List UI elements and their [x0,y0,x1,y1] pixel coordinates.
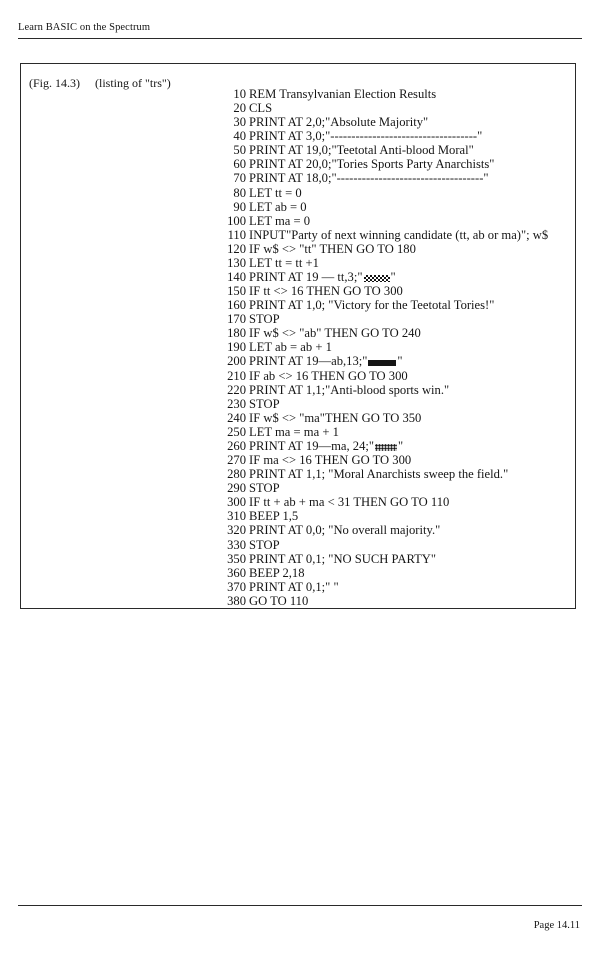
running-header: Learn BASIC on the Spectrum [18,22,151,33]
listing-line [219,200,548,214]
line-code: PRINT AT 19,0;"Teetotal Anti-blood Moral" [249,143,474,158]
line-code: LET tt = tt +1 [249,255,319,270]
listing-line [219,186,548,200]
listing-line [219,326,548,340]
line-code: BEEP 2,18 [249,565,305,580]
page-number: Page 14.11 [533,920,580,931]
line-code: LET ab = 0 [249,199,307,214]
line-code: IF ab <> 16 THEN GO TO 300 [249,368,408,383]
line-code: PRINT AT 0,0; "No overall majority." [249,523,441,538]
listing-line [219,594,548,608]
line-number: 270 [227,453,246,468]
listing-line [219,115,548,129]
line-code: STOP [249,312,280,327]
listing-line [219,369,548,383]
line-code: PRINT AT 2,0;"Absolute Majority" [249,115,429,130]
line-code: LET tt = 0 [249,185,302,200]
line-code: PRINT AT 1,1; "Moral Anarchists sweep the field." [249,467,509,482]
line-number: 80 [233,185,246,200]
listing-line [219,481,548,495]
line-number: 130 [227,255,246,270]
listing-line [219,439,548,453]
line-code-tail: " [397,354,403,369]
line-number: 200 [227,354,246,369]
listing-line [219,129,548,143]
checker-block-graphic [364,275,390,282]
listing-line [219,242,548,256]
listing-line [219,284,548,298]
line-number: 10 [233,87,246,101]
listing-line [219,467,548,481]
line-number: 170 [227,312,246,327]
line-number: 230 [227,396,246,411]
figure-caption [29,76,171,91]
listing-line [219,411,548,425]
line-number: 50 [233,143,246,158]
listing-name: (listing of "trs") [95,76,171,90]
line-code: PRINT AT 1,0; "Victory for the Teetotal Tories!" [249,298,495,313]
line-code: IF tt <> 16 THEN GO TO 300 [249,284,403,299]
listing-line [219,495,548,509]
listing-line [219,143,548,157]
line-code: IF w$ <> "ma"THEN GO TO 350 [249,410,422,425]
line-code: INPUT"Party of next winning candidate (tt, ab or ma)"; w$ [249,227,549,242]
line-number: 240 [227,410,246,425]
line-code: IF w$ <> "ab" THEN GO TO 240 [249,326,421,341]
line-number: 210 [227,368,246,383]
line-number: 180 [227,326,246,341]
line-number: 70 [233,171,246,186]
listing-line [219,298,548,312]
line-code: PRINT AT 19—ma, 24;" [249,438,375,453]
line-code: STOP [249,481,280,496]
line-number: 90 [233,199,246,214]
listing-line [219,171,548,185]
line-code: PRINT AT 0,1; "NO SUCH PARTY" [249,551,437,566]
listing-line [219,580,548,594]
program-listing [219,87,548,608]
listing-line [219,523,548,537]
line-number: 110 [227,227,246,242]
solid-block-graphic [368,360,396,366]
line-code: STOP [249,396,280,411]
line-number: 290 [227,481,246,496]
line-code: PRINT AT 19 — tt,3;" [249,270,363,285]
line-code: GO TO 110 [249,593,309,608]
listing-line [219,425,548,439]
listing-line [219,509,548,523]
line-code: REM Transylvanian Election Results [249,87,437,101]
listing-line [219,214,548,228]
line-code-tail: " [390,270,396,285]
line-number: 160 [227,298,246,313]
line-number: 250 [227,424,246,439]
listing-line [219,566,548,580]
line-code: IF ma <> 16 THEN GO TO 300 [249,453,412,468]
line-number: 40 [233,129,246,144]
line-code: PRINT AT 18,0;"-----------------------------------" [249,171,489,186]
line-number: 20 [233,101,246,116]
listing-line [219,228,548,242]
listing-line [219,397,548,411]
line-number: 330 [227,537,246,552]
line-number: 260 [227,438,246,453]
figure-box [20,63,576,609]
listing-line [219,340,548,354]
line-number: 120 [227,241,246,256]
line-code-tail: " [398,438,404,453]
listing-line [219,312,548,326]
line-code: STOP [249,537,280,552]
listing-line [219,552,548,566]
line-number: 30 [233,115,246,130]
line-number: 360 [227,565,246,580]
listing-line [219,354,548,368]
line-code: LET ab = ab + 1 [249,340,332,355]
line-number: 370 [227,579,246,594]
line-code: LET ma = ma + 1 [249,424,339,439]
listing-line [219,157,548,171]
line-number: 280 [227,467,246,482]
listing-line [219,270,548,284]
listing-line [219,101,548,115]
listing-line [219,87,548,101]
line-number: 320 [227,523,246,538]
header-rule [18,38,582,39]
line-code: PRINT AT 1,1;"Anti-blood sports win." [249,382,450,397]
line-code: IF w$ <> "tt" THEN GO TO 180 [249,241,416,256]
listing-line [219,256,548,270]
line-number: 300 [227,495,246,510]
line-code: BEEP 1,5 [249,509,299,524]
figure-label: (Fig. 14.3) [29,76,80,90]
line-code: PRINT AT 19—ab,13;" [249,354,368,369]
line-number: 60 [233,157,246,172]
line-code: LET ma = 0 [249,213,311,228]
line-code: CLS [249,101,273,116]
dots-block-graphic [375,444,397,451]
line-number: 220 [227,382,246,397]
line-number: 100 [227,213,246,228]
line-number: 380 [227,593,246,608]
line-number: 140 [227,270,246,285]
listing-line [219,538,548,552]
listing-line [219,453,548,467]
line-code: PRINT AT 20,0;"Tories Sports Party Anarchists" [249,157,495,172]
line-code: PRINT AT 3,0;"-----------------------------------" [249,129,483,144]
line-number: 150 [227,284,246,299]
line-code: PRINT AT 0,1;" " [249,579,339,594]
line-number: 190 [227,340,246,355]
line-number: 310 [227,509,246,524]
line-code: IF tt + ab + ma < 31 THEN GO TO 110 [249,495,450,510]
line-number: 350 [227,551,246,566]
footer-rule [18,905,582,906]
listing-line [219,383,548,397]
